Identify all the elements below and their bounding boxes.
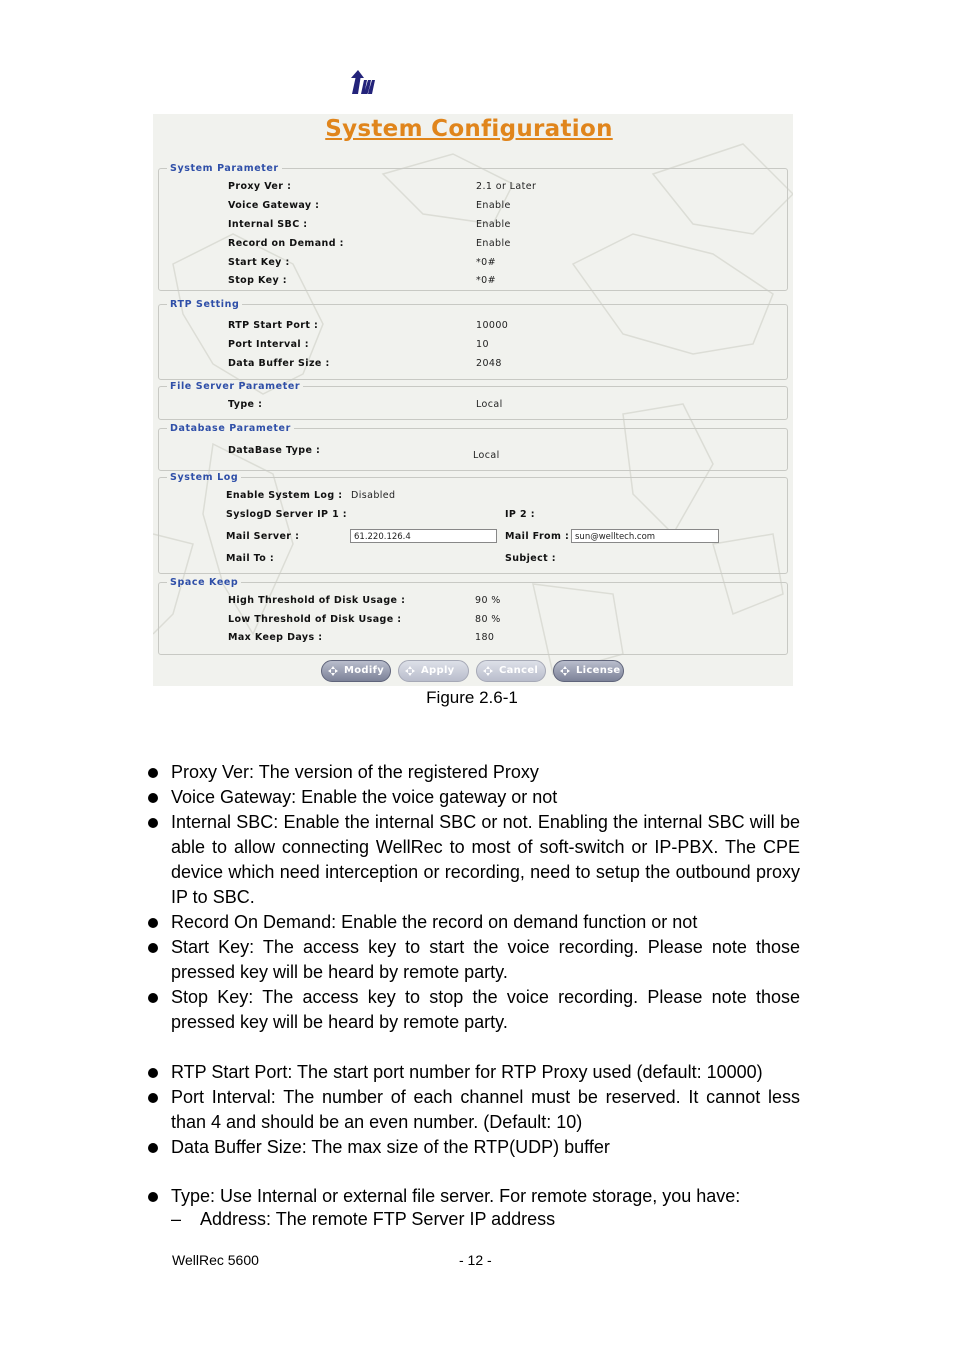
system-configuration-screen xyxy=(153,114,793,686)
group-legend: File Server Parameter xyxy=(170,381,301,392)
list-item: Proxy Ver: The version of the registered Proxy xyxy=(146,760,800,785)
bullet-dot-icon xyxy=(148,768,158,778)
bullet-dot-icon xyxy=(148,1068,158,1078)
voice-gateway-label: Voice Gateway : xyxy=(228,200,320,211)
record-on-demand-label: Record on Demand : xyxy=(228,238,344,249)
move-arrows-icon xyxy=(483,666,493,676)
group-legend: Space Keep xyxy=(170,577,239,588)
bullet-list-system-parameter xyxy=(146,760,800,1035)
port-interval-value: 10 xyxy=(476,339,489,350)
bullet-dot-icon xyxy=(148,1093,158,1103)
bullet-dot-icon xyxy=(148,993,158,1003)
group-legend: System Parameter xyxy=(170,163,279,174)
enable-system-log-label: Enable System Log : xyxy=(226,490,343,501)
bullet-list-file-server xyxy=(146,1184,800,1209)
max-keep-days-label: Max Keep Days : xyxy=(228,632,323,643)
modify-button[interactable]: Modify xyxy=(321,660,391,682)
license-button[interactable]: License xyxy=(553,660,624,682)
apply-button[interactable]: Apply xyxy=(398,660,469,682)
bullet-dot-icon xyxy=(148,793,158,803)
bullet-dot-icon xyxy=(148,918,158,928)
move-arrows-icon xyxy=(328,666,338,676)
list-item: Start Key: The access key to start the voice recording. Please note those pressed key will be heard by remote party. xyxy=(146,935,800,985)
mail-server-label: Mail Server : xyxy=(226,531,300,542)
footer-product-name: WellRec 5600 xyxy=(172,1252,259,1268)
internal-sbc-label: Internal SBC : xyxy=(228,219,308,230)
mail-from-input[interactable]: sun@welltech.com xyxy=(571,529,719,543)
mail-server-input[interactable]: 61.220.126.4 xyxy=(350,529,497,543)
data-buffer-size-value: 2048 xyxy=(476,358,502,369)
low-threshold-label: Low Threshold of Disk Usage : xyxy=(228,614,402,625)
max-keep-days-value: 180 xyxy=(475,632,495,643)
high-threshold-label: High Threshold of Disk Usage : xyxy=(228,595,406,606)
cancel-button[interactable]: Cancel xyxy=(476,660,546,682)
start-key-label: Start Key : xyxy=(228,257,290,268)
bullet-dot-icon xyxy=(148,943,158,953)
stop-key-value: *0# xyxy=(476,275,496,286)
list-item: Voice Gateway: Enable the voice gateway or not xyxy=(146,785,800,810)
proxy-ver-label: Proxy Ver : xyxy=(228,181,292,192)
group-legend: System Log xyxy=(170,472,239,483)
ip2-label: IP 2 : xyxy=(505,509,535,520)
bullet-dot-icon xyxy=(148,1143,158,1153)
figure-caption: Figure 2.6-1 xyxy=(426,688,518,707)
bullet-dot-icon xyxy=(148,818,158,828)
move-arrows-icon xyxy=(405,666,415,676)
list-item: Port Interval: The number of each channel must be reserved. It cannot less than 4 and should be an even number. (Default: 10) xyxy=(146,1085,800,1135)
record-on-demand-value: Enable xyxy=(476,238,511,249)
list-item: Type: Use Internal or external file server. For remote storage, you have: xyxy=(146,1184,800,1209)
rtp-start-port-label: RTP Start Port : xyxy=(228,320,319,331)
bullet-list-rtp-setting xyxy=(146,1060,800,1160)
proxy-ver-value: 2.1 or Later xyxy=(476,181,537,192)
voice-gateway-value: Enable xyxy=(476,200,511,211)
list-item: RTP Start Port: The start port number for RTP Proxy used (default: 10000) xyxy=(146,1060,800,1085)
subject-label: Subject : xyxy=(505,553,556,564)
list-item: Data Buffer Size: The max size of the RTP(UDP) buffer xyxy=(146,1135,800,1160)
low-threshold-value: 80 % xyxy=(475,614,501,625)
start-key-value: *0# xyxy=(476,257,496,268)
company-logo xyxy=(348,66,380,96)
group-legend: RTP Setting xyxy=(170,299,240,310)
database-type-value: Local xyxy=(473,450,500,461)
rtp-start-port-value: 10000 xyxy=(476,320,509,331)
database-type-label: DataBase Type : xyxy=(228,445,321,456)
mail-to-label: Mail To : xyxy=(226,553,275,564)
high-threshold-value: 90 % xyxy=(475,595,501,606)
bullet-dot-icon xyxy=(148,1192,158,1202)
port-interval-label: Port Interval : xyxy=(228,339,309,350)
sub-list-item: – Address: The remote FTP Server IP address xyxy=(171,1209,556,1229)
group-legend: Database Parameter xyxy=(170,423,291,434)
data-buffer-size-label: Data Buffer Size : xyxy=(228,358,330,369)
syslogd-server-ip1-label: SyslogD Server IP 1 : xyxy=(226,509,347,520)
mail-from-label: Mail From : xyxy=(505,531,570,542)
list-item: Stop Key: The access key to stop the voice recording. Please note those pressed key will be heard by remote party. xyxy=(146,985,800,1035)
file-server-type-value: Local xyxy=(476,399,503,410)
list-item: Record On Demand: Enable the record on demand function or not xyxy=(146,910,800,935)
file-server-type-label: Type : xyxy=(228,399,263,410)
internal-sbc-value: Enable xyxy=(476,219,511,230)
footer-page-number: - 12 - xyxy=(459,1252,492,1268)
page-title: System Configuration xyxy=(325,116,613,142)
stop-key-label: Stop Key : xyxy=(228,275,287,286)
list-item: Internal SBC: Enable the internal SBC or not. Enabling the internal SBC will be able to allow connecting WellRec to most of soft-switch or IP-PBX. The CPE device which need interception or recording, need to setup the outbound proxy IP to SBC. xyxy=(146,810,800,910)
move-arrows-icon xyxy=(560,666,570,676)
enable-system-log-value: Disabled xyxy=(351,490,396,501)
